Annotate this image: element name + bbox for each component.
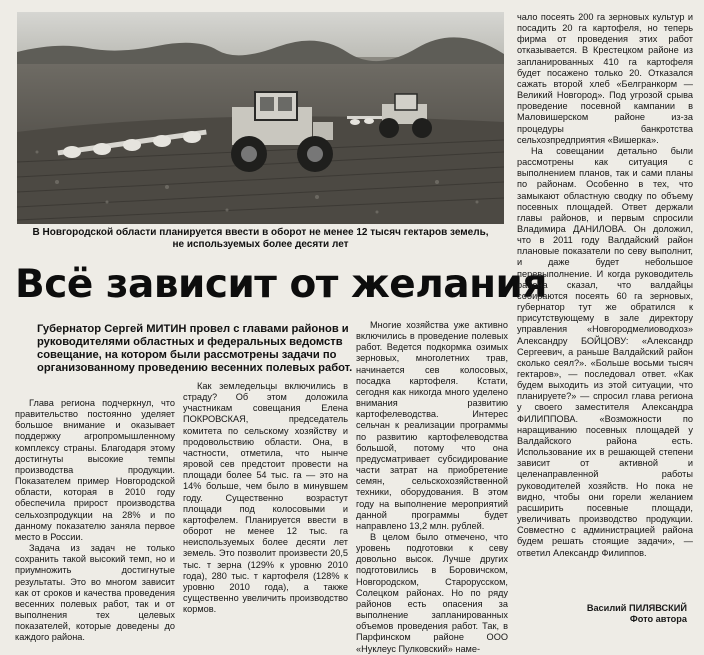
paragraph: Как земледельцы включились в страду? Об этом доложила участникам совещания Елена ПОКРОВСКАЯ, председатель комитета по сельскому хозяйству и продовольствию области. Она, в частности, отметила, что нынче яровой сев предстоит провести на площади более 54 тыс. га — это на 14% больше, чем было в минувшем году. Существенно возрастут площади под колосовыми и картофелем. Планируется ввести в оборот не менее 12 тыс. га неиспользуемых более десяти лет земель. Это позволит произвести 20,5 тыс. т зерна (129% к уровню 2010 года), 280 тыс. т картофеля (128% к уровню 2010 года), а также существенно увеличить производство кормов. <box>183 381 348 615</box>
paragraph: На совещании детально были рассмотрены как ситуация с выполнением планов, так и сами планы по районам. Особенно в тех, что замыкают областную сводку по объему посевных площадей. Ответ держали главы районов, и первым спросили Владимира ДАНИЛОВА. Он доложил, что в 2011 году Валдайский район плановые показатели по севу выполнит, и даже будет небольшое перевыполнение. И когда руководитель района сказал, что валдайцы собираются посеять 60 га зерновых, губернатор тут же обратился к присутствующему в зале директору управления «Новгородмелиоводхоз» Александру БОЙЦОВУ: «Александр Сергеевич, а раньше Валдайский район сколько сеял?». «Больше восьми тысяч гектаров», — последовал ответ. «Как будем выходить из этой ситуации, что планируете?» — спросил глава региона у своего заместителя Александра ФИЛИППОВА. «Возможности по наращиванию посевных площадей у Валдайского района есть. Использование их в решающей степени зависит от активной и целенаправленной работы руководителей хозяйств. Но пока не видно, чтобы они горели желанием расширить посевные площади, увеличивать производство продукции. Совместно с администрацией района будем решать стоящие задачи», — ответил Александр Филиппов. <box>517 145 693 558</box>
article-headline: Всё зависит от желания <box>15 262 547 307</box>
tractors-in-field-image <box>17 12 504 224</box>
photo-caption <box>17 227 504 251</box>
caption-line: В Новгородской области планируется ввести в оборот не менее 12 тысяч гектаров земель, <box>32 227 489 238</box>
paragraph: Задача из задач не только сохранить такой высокий темп, но и приумножить достигнутые результаты. Это во многом зависит как от сроков и качества проведения весенних полевых работ, так и от выполнения тех целевых показателей, которые доведены до каждого района. <box>15 543 175 643</box>
paragraph: В целом было отмечено, что уровень подготовки к севу довольно высок. Лучше других подготовились в Боровичском, Новгородском, Старорусском, Солецком районах. Но по ряду районов есть опасения за выполнение запланированных объемов проведения работ. Так, в Парфинском районе ООО «Нуклеус Пулковский» наме- <box>356 531 508 654</box>
text-column-2 <box>183 381 348 615</box>
byline <box>517 603 687 625</box>
text-column-3 <box>356 320 508 655</box>
text-column-1 <box>15 398 175 643</box>
text-column-4 <box>517 12 693 559</box>
paragraph: чало посеять 200 га зерновых культур и посадить 20 га картофеля, но теперь фирма от проведения этих работ отказывается. В Крестецком районе из запланированных 410 га картофеля будет посажено только 20. Отказался сажать второй хлеб «Белгранкорм — Великий Новгород». Под угрозой срыва проведение посевной кампании в Маловишерском районе из-за процедуры банкротства сельхозпредприятия «Вишерка». <box>517 12 693 145</box>
author-name: Василий ПИЛЯВСКИЙ <box>586 603 687 613</box>
paragraph: Многие хозяйства уже активно включились в проведение полевых работ. Ведется подкормка озимых зерновых, многолетних трав, начинается сев колосовых, посадка картофеля. Кстати, сегодня как никогда много уделено внимания развитию картофелеводства. Интерес сельчан к реализации программы по развитию картофелеводства большой, потому что она предусматривает субсидирование части затрат на приобретение семян, сельскохозяйственной техники, оборудования. В этом году на выполнение мероприятий данной программы будет направлено 13,2 млн. рублей. <box>356 320 508 531</box>
caption-line: не используемых более десяти лет <box>172 239 349 250</box>
news-photo <box>17 12 504 224</box>
photo-credit: Фото автора <box>629 614 687 624</box>
article-lead: Губернатор Сергей МИТИН провел с главами районов и руководителями областных и федеральных ведомств совещание, на котором были рассмотрены задачи по организованному проведению весенних полевых работ. <box>37 323 353 374</box>
paragraph: Глава региона подчеркнул, что правительство постоянно уделяет большое внимание и оказывает поддержку агропромышленному комплексу страны. Благодаря этому достигнуты высокие темпы производства продукции. Показателем пример Новгородской области, которая в 2010 году обеспечила прирост производства сельхозпродукции на 28% и по данному показателю заняла первое место в России. <box>15 398 175 542</box>
